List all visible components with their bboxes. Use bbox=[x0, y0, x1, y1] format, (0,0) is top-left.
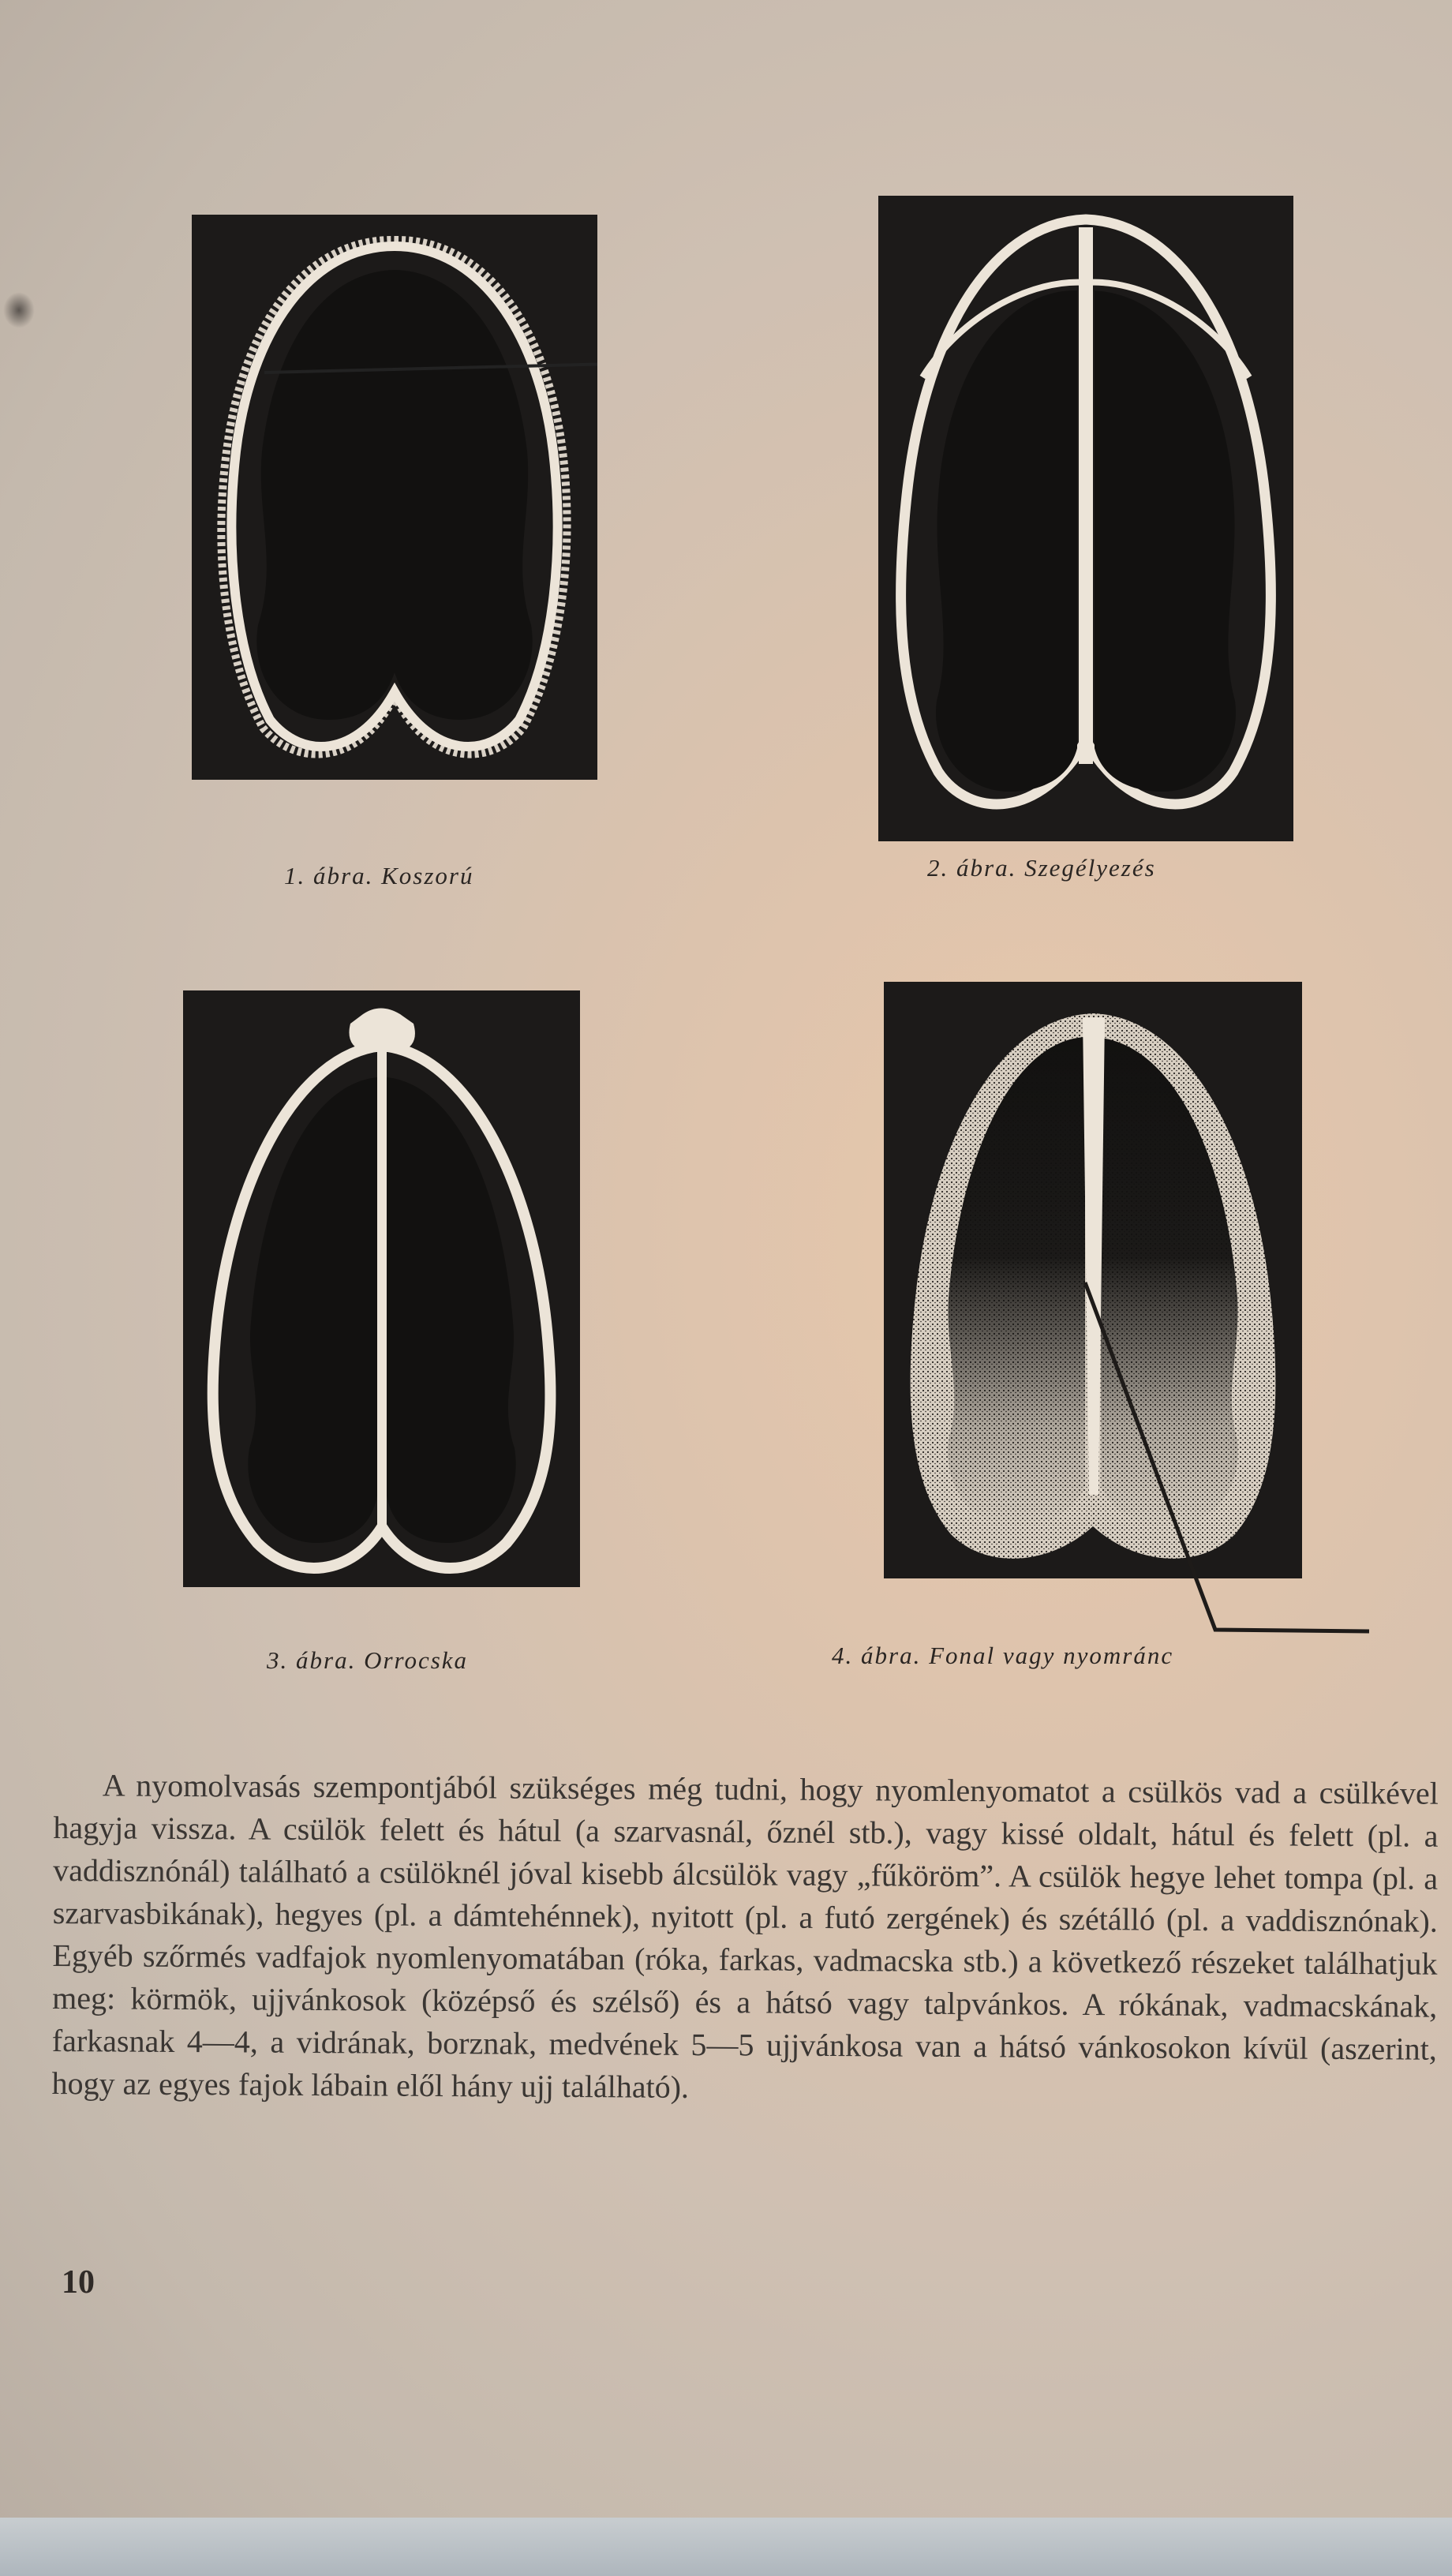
figure-3-caption bbox=[267, 1646, 468, 1675]
figure-1-title: Koszorú bbox=[381, 862, 474, 889]
figure-1-number: 1. bbox=[284, 862, 306, 889]
figure-2-number: 2. bbox=[927, 854, 949, 882]
figure-1-label: ábra. bbox=[313, 862, 374, 889]
body-text bbox=[51, 1764, 1439, 2114]
body-paragraph: A nyomolvasás szempontjából szükséges még tudni, hogy nyomlenyomatot a csülkös vad a csülkével hagyja vissza. A csülök felett és hátul (a szarvasnál, őznél stb.), vagy kissé oldalt, hátul és felett (pl. a vaddisznónál) található a csülöknél jóval kisebb álcsülök vagy „fűköröm”. A csülök hegye lehet tompa (pl. a szarvasbikának), hegyes (pl. a dámtehénnek), nyitott (pl. a futó zergének) és szétálló (pl. a vaddisznónak). Egyéb szőrmés vadfajok nyomlenyomatában (róka, farkas, vadmacska stb.) a következő részeket találhatjuk meg: körmök, ujjvánkosok (középső és szélső) és a hátsó vagy talpvánkos. A rókának, vadmacskának, farkasnak 4—4, a vidrának, borznak, medvének 5—5 ujjvánkosa van a hátsó vánkosokon kívül (aszerint, hogy az egyes fajok lábain elől hány ujj található). bbox=[51, 1767, 1439, 2105]
figure-4-pointer bbox=[1081, 1279, 1373, 1642]
figure-1-caption bbox=[284, 862, 473, 890]
ink-smudge bbox=[3, 292, 35, 328]
figure-4-label: ábra. bbox=[861, 1642, 922, 1669]
figure-3-number: 3. bbox=[267, 1646, 289, 1674]
figure-2-title: Szegélyezés bbox=[1024, 854, 1156, 882]
figure-1-koszoru bbox=[192, 215, 597, 780]
figure-3-label: ábra. bbox=[296, 1646, 357, 1674]
figure-2-label: ábra. bbox=[956, 854, 1017, 882]
figure-4-caption bbox=[832, 1642, 1173, 1670]
figure-3-orrocska bbox=[183, 990, 580, 1587]
background-strip bbox=[0, 2518, 1452, 2576]
figure-4-title: Fonal vagy nyomránc bbox=[929, 1642, 1174, 1669]
figure-2-szegelyezes bbox=[878, 196, 1293, 841]
figure-3-title: Orrocska bbox=[364, 1646, 469, 1674]
figure-4-number: 4. bbox=[832, 1642, 854, 1669]
page-number: 10 bbox=[62, 2264, 95, 2301]
figure-2-caption bbox=[927, 854, 1156, 882]
